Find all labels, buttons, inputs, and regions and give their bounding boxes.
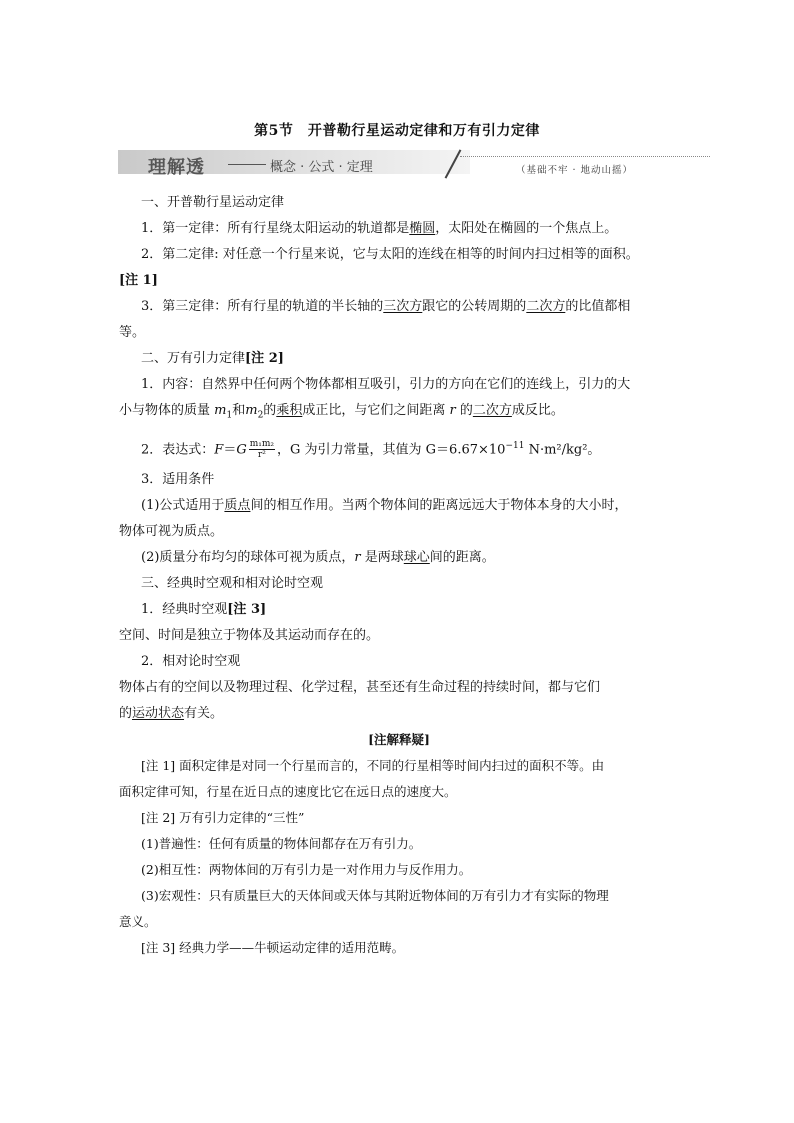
sec2-heading: 二、万有引力定律[注 2] [141, 351, 284, 366]
sec2-content: 1．内容：自然界中任何两个物体都相互吸引，引力的方向在它们的连线上，引力的大 [141, 377, 631, 392]
sec3-relativity-text: 物体占有的空间以及物理过程、化学过程，甚至还有生命过程的持续时间，都与它们 [119, 679, 601, 695]
banner-dash [228, 164, 266, 165]
note2-universal: (1)普遍性：任何有质量的物体间都存在万有引力。 [141, 835, 422, 851]
note2-macro: (3)宏观性：只有质量巨大的天体间或天体与其附近物体间的万有引力才有实际的物理 [141, 887, 609, 903]
sec2-cond2: (2)质量分布均匀的球体可视为质点，r 是两球球心间的距离。 [141, 549, 495, 565]
sec3-classical: 1．经典时空观[注 3] [141, 601, 267, 617]
formula-fraction: $\frac{\text{m₁m₂}}{\text{r²}}$ [249, 438, 275, 460]
sec1-law1: 1．第一定律：所有行星绕太阳运动的轨道都是椭圆，太阳处在椭圆的一个焦点上。 [141, 221, 618, 236]
page-title: 第5节 开普勒行星运动定律和万有引力定律 [254, 123, 540, 139]
note2-macro-cont: 意义。 [119, 913, 157, 929]
sec2-cond1: (1)公式适用于质点间的相互作用。当两个物体间的距离远远大于物体本身的大小时， [141, 497, 628, 513]
banner-rule [460, 156, 710, 157]
sec3-classical-text: 空间、时间是独立于物体及其运动而存在的。 [119, 627, 380, 643]
sec1-law2: 2．第二定律: 对任意一个行星来说，它与太阳的连线在相等的时间内扫过相等的面积。 [141, 247, 639, 262]
note1-cont: 面积定律可知，行星在近日点的速度比它在远日点的速度大。 [119, 783, 457, 799]
sec2-conditions: 3．适用条件 [141, 471, 215, 487]
sec3-heading: 三、经典时空观和相对论时空观 [141, 575, 324, 591]
note1: [注 1] 面积定律是对同一个行星而言的，不同的行星相等时间内扫过的面积不等。由 [141, 757, 605, 773]
banner-subtitle: 概念 · 公式 · 定理 [270, 160, 373, 175]
sec1-heading: 一、开普勒行星运动定律 [141, 195, 285, 210]
section-banner [118, 150, 710, 180]
note2: [注 2] 万有引力定律的“三性” [141, 809, 305, 825]
note2-mutual: (2)相互性：两物体间的万有引力是一对作用力与反作用力。 [141, 861, 472, 877]
banner-tag: 理解透 [148, 157, 205, 178]
main-content [119, 190, 679, 961]
sec1-law3-cont: 等。 [119, 325, 146, 340]
sec2-content-cont: 小与物体的质量 $m_1$和$m_2$的乘积成正比，与它们之间距离 r 的二次方成反比。 [119, 403, 564, 421]
sec1-law3: 3．第三定律：所有行星的轨道的半长轴的三次方跟它的公转周期的二次方的比值都相 [141, 299, 631, 314]
sec2-cond1-cont: 物体可视为质点。 [119, 523, 224, 539]
sec3-relativity: 2．相对论时空观 [141, 653, 241, 669]
sec2-formula: 2．表达式：F＝G $\frac{\text{m₁m₂}}{\text{r²}}$ ，G 为引力常量，其值为 $G=6.67\times 10^{-11}$ N·m²/kg²。 [141, 438, 601, 460]
sec3-relativity-text-cont: 的运动状态有关。 [119, 705, 224, 721]
banner-note: （基础不牢 · 地动山摇） [516, 165, 634, 176]
note3: [注 3] 经典力学——牛顿运动定律的适用范畴。 [141, 939, 405, 955]
sec1-note1-ref: [注 1] [119, 273, 158, 288]
notes-heading: [注解释疑] [368, 731, 430, 747]
notes-block [119, 727, 679, 961]
